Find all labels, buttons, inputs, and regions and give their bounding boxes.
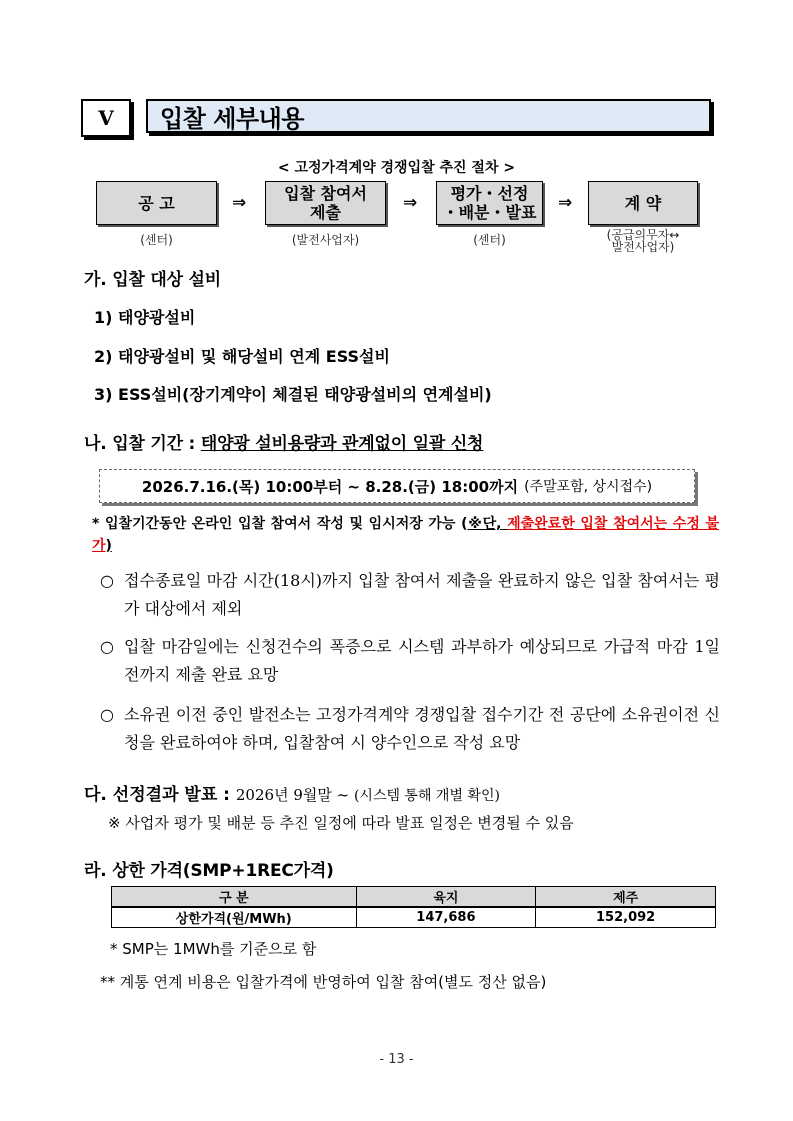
footnote-grid: ** 계통 연계 비용은 입찰가격에 반영하여 입찰 참여(별도 정산 없음) <box>100 973 547 991</box>
bullet-item <box>100 567 720 623</box>
announce-note: (시스템 통해 개별 확인) <box>353 788 500 804</box>
flow-actor: (센터) <box>473 233 506 247</box>
announce-remark: ※ 사업자 평가 및 배분 등 추진 일정에 따라 발표 일정은 변경될 수 있음 <box>108 814 574 832</box>
bullet-item <box>100 633 720 689</box>
flow-arrow: ⇒ <box>403 193 418 213</box>
table-header-cell: 제주 <box>536 887 716 908</box>
table-header-row <box>112 887 716 908</box>
flow-actor: (센터) <box>140 233 173 247</box>
table-cell: 147,686 <box>356 907 536 928</box>
flow-caption: < 고정가격계약 경쟁입찰 추진 절차 > <box>277 160 516 176</box>
period-main: 2026.7.16.(목) 10:00부터 ~ 8.28.(금) 18:00까지 <box>141 477 519 496</box>
table-header-cell: 구 분 <box>112 887 357 908</box>
bullet-mark: ○ <box>100 571 114 590</box>
price-cap-table <box>111 886 716 928</box>
bullet-item <box>100 701 720 757</box>
heading-na-emphasis: 태양광 설비용량과 관계없이 일괄 신청 <box>200 434 484 454</box>
section-number: V <box>81 99 131 137</box>
page-number: - 13 - <box>379 1052 414 1067</box>
announce-date: 2026년 9월말 ~ <box>235 786 354 804</box>
bullet-mark: ○ <box>100 705 114 724</box>
period-note: (주말포함, 상시접수) <box>524 479 653 495</box>
heading-na-prefix: 나. 입찰 기간 : <box>84 434 201 454</box>
note-star-exception: ※단, <box>467 516 508 532</box>
heading-da-label: 다. 선정결과 발표 : <box>84 785 236 805</box>
table-cell: 152,092 <box>536 907 716 928</box>
bullet-text: 소유권 이전 중인 발전소는 고정가격계약 경쟁입찰 접수기간 전 공단에 소유권이전 신청을 완료하여야 하며, 입찰참여 시 양수인으로 작성 요망 <box>124 705 720 752</box>
flow-step-contract <box>588 181 698 225</box>
bullet-text: 접수종료일 마감 시간(18시)까지 입찰 참여서 제출을 완료하지 않은 입찰 참여서는 평가 대상에서 제외 <box>124 571 720 618</box>
flow-arrow: ⇒ <box>232 193 247 213</box>
flow-step-submission <box>265 181 386 225</box>
bullet-text: 입찰 마감일에는 신청건수의 폭증으로 시스템 과부하가 예상되므로 가급적 마감 1일 전까지 제출 완료 요망 <box>124 637 720 684</box>
flow-step-label-line2: 제출 <box>310 203 341 222</box>
list-item: 3) ESS설비(장기계약이 체결된 태양광설비의 연계설비) <box>94 385 492 404</box>
flow-step-label-line2: ・배분・발표 <box>442 203 537 222</box>
flow-step-announcement <box>96 181 217 225</box>
flow-arrow: ⇒ <box>558 193 573 213</box>
flow-step-label-line1: 평가・선정 <box>450 184 529 203</box>
flow-actor-line2: 발전사업자) <box>611 240 675 254</box>
heading-ga: 가. 입찰 대상 설비 <box>84 270 221 290</box>
flow-actor <box>588 229 698 253</box>
heading-na <box>84 429 483 454</box>
table-header-cell: 육지 <box>356 887 536 908</box>
footnote-smp: * SMP는 1MWh를 기준으로 함 <box>110 940 317 958</box>
list-item: 2) 태양광설비 및 해당설비 연계 ESS설비 <box>94 347 390 366</box>
list-item: 1) 태양광설비 <box>94 308 196 327</box>
period-box <box>99 469 695 503</box>
note-star-close: ) <box>105 538 112 554</box>
flow-step-evaluation <box>436 181 543 225</box>
note-star-warning: 제출완료한 입찰 참여서는 수정 불가 <box>92 516 720 554</box>
table-row <box>112 907 716 928</box>
table-cell: 상한가격(원/MWh) <box>112 907 357 928</box>
flow-step-label: 공 고 <box>138 193 175 213</box>
flow-step-label: 계 약 <box>624 193 662 213</box>
note-star-text: * 입찰기간동안 온라인 입찰 참여서 작성 및 임시저장 가능 ( <box>92 516 468 532</box>
period-note-star <box>92 513 719 557</box>
flow-step-label-line1: 입찰 참여서 <box>284 184 367 203</box>
heading-ra: 라. 상한 가격(SMP+1REC가격) <box>84 861 334 881</box>
flow-actor-line1: (공급의무자↔ <box>606 228 680 242</box>
bullet-mark: ○ <box>100 637 114 656</box>
section-title: 입찰 세부내용 <box>146 99 711 133</box>
heading-da <box>84 780 500 805</box>
flow-actor: (발전사업자) <box>291 233 360 247</box>
